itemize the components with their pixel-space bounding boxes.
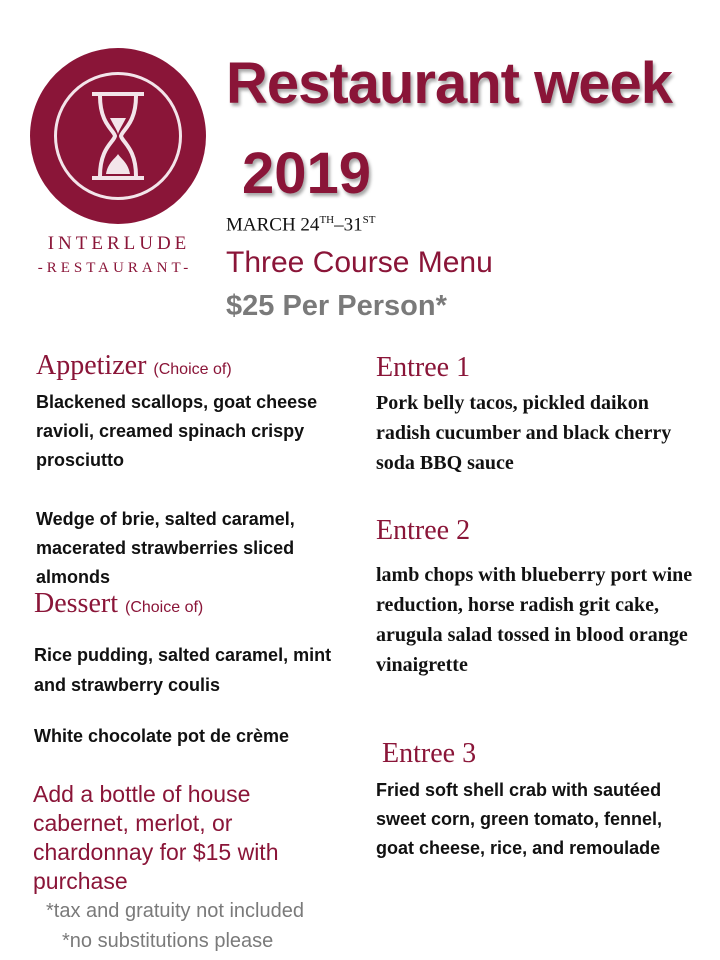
price: $25 Per Person* (226, 290, 447, 322)
hourglass-icon (88, 88, 148, 184)
appetizer-title: Appetizer (36, 350, 147, 381)
menu-type: Three Course Menu (226, 246, 493, 279)
entree-3-title: Entree 3 (382, 738, 477, 769)
dessert-heading (34, 588, 203, 620)
dessert-choice: (Choice of) (124, 599, 204, 616)
entree-1-title: Entree 1 (376, 352, 471, 383)
appetizer-heading (36, 350, 232, 382)
entree-3-description: Fried soft shell crab with sautéed sweet corn, green tomato, fennel, goat cheese, rice, and remoulade (376, 780, 663, 858)
dessert-item-2: White chocolate pot de crème (34, 726, 290, 746)
appetizer-item-2: Wedge of brie, salted caramel, macerated strawberries sliced almonds (36, 509, 295, 587)
dessert-item-1: Rice pudding, salted caramel, mint and strawberry coulis (34, 645, 332, 695)
title-line2: 2019 (242, 141, 372, 206)
entree-2-title: Entree 2 (376, 515, 471, 546)
logo-subtitle: -RESTAURANT- (37, 260, 193, 276)
entree-2-description: lamb chops with blueberry port wine reduction, horse radish grit cake, arugula salad tossed in blood orange vinaigrette (376, 564, 693, 676)
note-substitutions: *no substitutions please (62, 930, 274, 952)
logo-name: INTERLUDE (47, 233, 191, 254)
dates-month: MARCH 24 (226, 214, 320, 236)
entree-1-description: Pork belly tacos, pickled daikon radish cucumber and black cherry soda BBQ sauce (376, 392, 672, 474)
dates-separator: –31 (334, 214, 363, 236)
event-dates (226, 214, 375, 236)
wine-addon: Add a bottle of house cabernet, merlot, or chardonnay for $15 with purchase (33, 781, 279, 894)
note-tax: *tax and gratuity not included (46, 900, 304, 922)
dates-end-sup: ST (362, 214, 376, 226)
appetizer-choice: (Choice of) (153, 361, 232, 378)
dessert-title: Dessert (34, 588, 118, 619)
title-line1: Restaurant week (226, 51, 672, 116)
appetizer-item-1: Blackened scallops, goat cheese ravioli, creamed spinach crispy prosciutto (36, 392, 318, 470)
dates-start-sup: TH (319, 214, 335, 226)
restaurant-logo (30, 48, 206, 224)
logo-ring (54, 72, 182, 200)
